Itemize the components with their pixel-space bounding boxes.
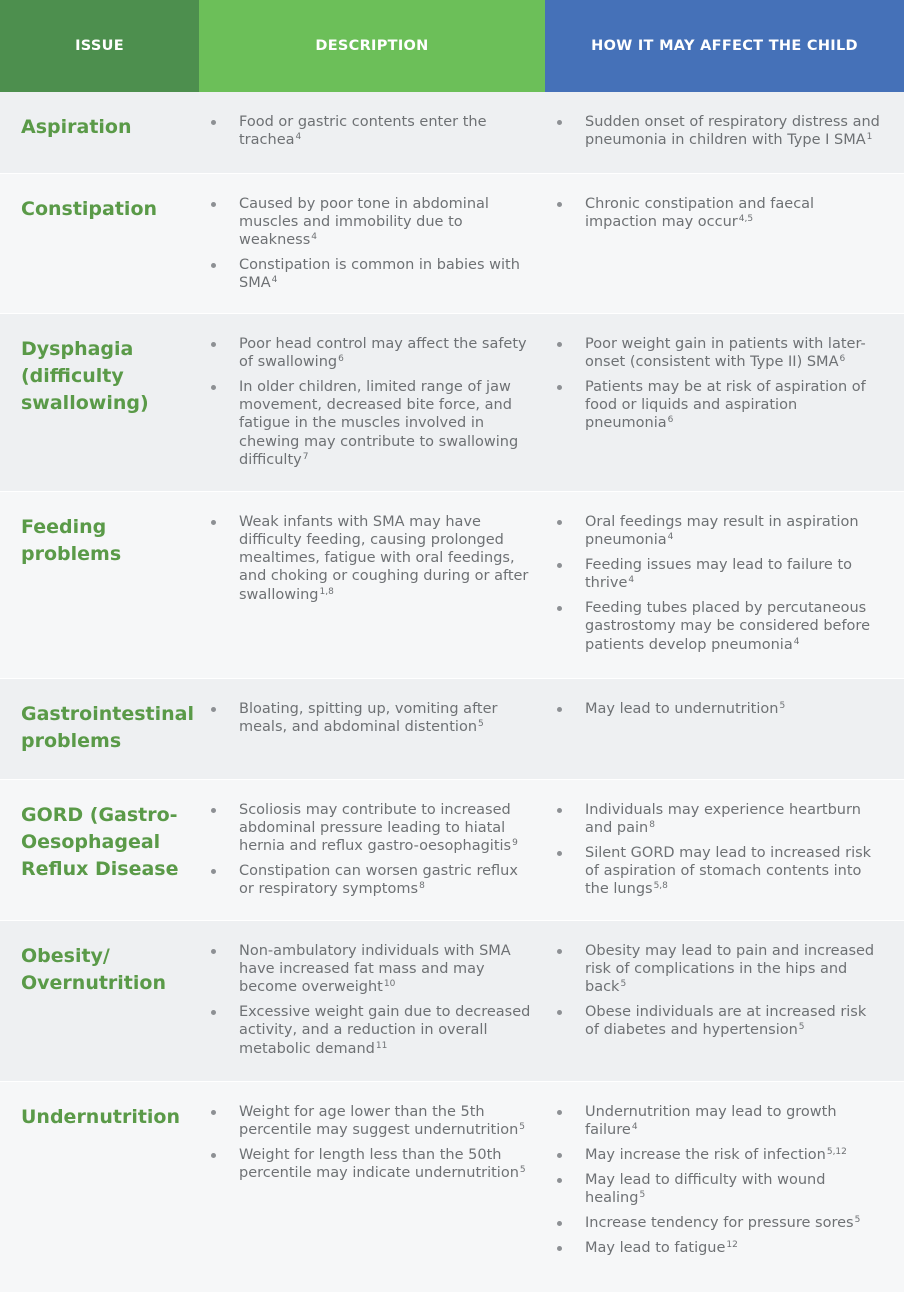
list-item [557,942,880,997]
table-header-row [0,0,904,92]
item-text: Poor head control may affect the safety of swallowing [239,335,527,370]
reference-superscript: 12 [726,1240,738,1251]
bullet-icon [211,869,216,874]
bullet-icon [557,1178,562,1183]
description-list [199,513,545,604]
reference-superscript: 5 [798,1022,805,1033]
issue-name: Obesity/ Overnutrition [0,920,199,1081]
table-body [0,92,904,1292]
header-description: DESCRIPTION [199,0,545,92]
item-text: Chronic constipation and faecal impaction may occur [585,195,815,230]
item-text: In older children, limited range of jaw movement, decreased bite force, and fatigue in the muscles involved in chewing may contribute to swallowing difficulty [239,378,519,468]
reference-superscript: 7 [302,451,309,462]
bullet-icon [211,808,216,813]
bullet-icon [557,949,562,954]
list-item [557,801,880,838]
reference-superscript: 1 [866,132,873,143]
reference-superscript: 5 [519,1165,526,1176]
reference-superscript: 1,8 [319,586,334,597]
table-row [0,491,904,678]
bullet-icon [211,520,216,525]
reference-superscript: 4 [631,1121,638,1132]
description-cell [199,313,545,491]
bullet-icon [211,342,216,347]
description-cell [199,173,545,313]
description-list [199,801,545,899]
effect-list [545,801,904,899]
reference-superscript: 5 [478,718,484,729]
list-item [557,378,880,433]
item-text: Obese individuals are at increased risk of diabetes and hypertension [585,1004,867,1039]
item-text: Excessive weight gain due to decreased activity, and a reduction in overall metabolic demand [239,1004,531,1057]
issue-name: Gastrointestinal problems [0,678,199,779]
description-list [199,195,545,293]
bullet-icon [557,120,562,125]
table-row [0,173,904,313]
table-row [0,678,904,779]
item-text: Poor weight gain in patients with later-onset (consistent with Type II) SMA [585,335,866,370]
item-text: Constipation can worsen gastric reflux or respiratory symptoms [239,863,518,898]
list-item [557,335,880,372]
effect-cell [545,92,904,173]
reference-superscript: 6 [839,353,846,364]
effect-list [545,195,904,232]
issue-name: Feeding problems [0,491,199,678]
reference-superscript: 5 [620,979,627,990]
list-item [211,513,535,604]
bullet-icon [211,1153,216,1158]
item-text: Feeding tubes placed by percutaneous gastrostomy may be considered before patients develop pneumonia [585,600,870,653]
description-list [199,1103,545,1183]
item-text: May lead to difficulty with wound healing [585,1171,826,1207]
bullet-icon [211,707,216,712]
list-item [211,862,535,899]
list-item [557,1239,880,1257]
bullet-icon [557,202,562,207]
bullet-icon [557,606,562,611]
table-row [0,92,904,173]
bullet-icon [557,342,562,347]
list-item [211,335,535,372]
header-effect: HOW IT MAY AFFECT THE CHILD [545,0,904,92]
bullet-icon [557,707,562,712]
issue-name: GORD (Gastro-Oesophageal Reflux Disease [0,779,199,920]
description-cell [199,1081,545,1292]
item-text: Obesity may lead to pain and increased risk of complications in the hips and back [585,942,875,996]
effect-cell [545,779,904,920]
header-issue: ISSUE [0,0,199,92]
list-item [557,1146,880,1164]
list-item [211,195,535,250]
reference-superscript: 8 [419,881,425,892]
item-text: Scoliosis may contribute to increased abdominal pressure leading to hiatal hernia and reflux gastro-oesophagitis [239,801,512,855]
list-item [557,1103,880,1140]
bullet-icon [557,520,562,525]
list-item [557,1003,880,1040]
list-item [557,700,880,718]
description-cell [199,779,545,920]
list-item [211,1146,535,1183]
reference-superscript: 6 [667,415,674,426]
bullet-icon [557,1153,562,1158]
reference-superscript: 6 [338,353,344,364]
description-cell [199,92,545,173]
list-item [211,942,535,997]
effect-cell [545,313,904,491]
effect-list [545,942,904,1040]
item-text: Caused by poor tone in abdominal muscles and immobility due to weakness [239,195,489,249]
bullet-icon [557,1246,562,1251]
list-item [557,1171,880,1208]
item-text: Silent GORD may lead to increased risk of aspiration of stomach contents into the lungs [585,844,872,898]
reference-superscript: 5 [519,1121,526,1132]
list-item [557,513,880,550]
list-item [557,113,880,150]
bullet-icon [557,851,562,856]
reference-superscript: 5 [854,1215,861,1226]
table-row [0,313,904,491]
item-text: Weak infants with SMA may have difficulty feeding, causing prolonged mealtimes, fatigue with oral feedings, and choking or coughing during or after swallowing [239,513,529,603]
item-text: Constipation is common in babies with SMA [239,257,520,292]
item-text: Food or gastric contents enter the trachea [239,114,487,149]
table-row [0,920,904,1081]
effect-list [545,1103,904,1258]
bullet-icon [557,808,562,813]
reference-superscript: 4,5 [738,213,754,224]
list-item [211,378,535,469]
list-item [557,1214,880,1232]
effect-cell [545,173,904,313]
item-text: Feeding issues may lead to failure to thrive [585,556,853,592]
list-item [211,256,535,293]
item-text: Individuals may experience heartburn and pain [585,801,861,836]
effect-list [545,513,904,654]
reference-superscript: 4 [311,232,318,243]
effect-list [545,700,904,718]
bullet-icon [557,1110,562,1115]
item-text: Non-ambulatory individuals with SMA have increased fat mass and may become overweight [239,942,511,996]
list-item [557,844,880,899]
bullet-icon [557,1221,562,1226]
issue-name: Dysphagia (difficulty swallowing) [0,313,199,491]
reference-superscript: 4 [271,275,278,286]
bullet-icon [557,1010,562,1015]
item-text: Undernutrition may lead to growth failure [585,1103,837,1138]
bullet-icon [557,563,562,568]
item-text: May increase the risk of infection [585,1146,826,1163]
bullet-icon [211,1110,216,1115]
description-list [199,942,545,1058]
reference-superscript: 5 [779,700,786,711]
list-item [557,556,880,593]
bullet-icon [211,120,216,125]
effect-cell [545,1081,904,1292]
issue-name: Aspiration [0,92,199,173]
reference-superscript: 4 [667,531,674,542]
reference-superscript: 5,12 [826,1146,847,1157]
description-cell [199,920,545,1081]
list-item [557,195,880,232]
item-text: Increase tendency for pressure sores [585,1215,854,1232]
item-text: Weight for age lower than the 5th percentile may suggest undernutrition [239,1103,519,1138]
reference-superscript: 11 [375,1040,388,1051]
item-text: Weight for length less than the 50th percentile may indicate undernutrition [239,1146,519,1182]
bullet-icon [557,385,562,390]
reference-superscript: 4 [793,636,800,647]
reference-superscript: 8 [649,819,655,830]
issue-name: Undernutrition [0,1081,199,1292]
description-cell [199,678,545,779]
reference-superscript: 5,8 [653,881,668,892]
bullet-icon [211,202,216,207]
item-text: Oral feedings may result in aspiration pneumonia [585,513,859,548]
effect-cell [545,491,904,678]
bullet-icon [211,385,216,390]
item-text: May lead to undernutrition [585,700,779,717]
reference-superscript: 4 [295,132,302,143]
list-item [557,599,880,654]
description-list [199,700,545,737]
item-text: Sudden onset of respiratory distress and pneumonia in children with Type I SMA [585,114,880,149]
effect-list [545,113,904,150]
description-cell [199,491,545,678]
list-item [211,801,535,856]
description-list [199,335,545,470]
bullet-icon [211,949,216,954]
item-text: May lead to fatigue [585,1240,726,1257]
description-list [199,113,545,150]
bullet-icon [211,263,216,268]
effect-cell [545,920,904,1081]
issue-name: Constipation [0,173,199,313]
table-row [0,1081,904,1292]
list-item [211,1103,535,1140]
reference-superscript: 4 [628,575,635,586]
list-item [211,700,535,737]
reference-superscript: 5 [639,1190,646,1201]
table-row [0,779,904,920]
bullet-icon [211,1010,216,1015]
list-item [211,1003,535,1058]
reference-superscript: 9 [512,838,518,849]
list-item [211,113,535,150]
effect-cell [545,678,904,779]
item-text: Bloating, spitting up, vomiting after meals, and abdominal distention [239,700,498,735]
reference-superscript: 10 [383,979,396,990]
item-text: Patients may be at risk of aspiration of food or liquids and aspiration pneumonia [585,378,866,432]
effect-list [545,335,904,433]
